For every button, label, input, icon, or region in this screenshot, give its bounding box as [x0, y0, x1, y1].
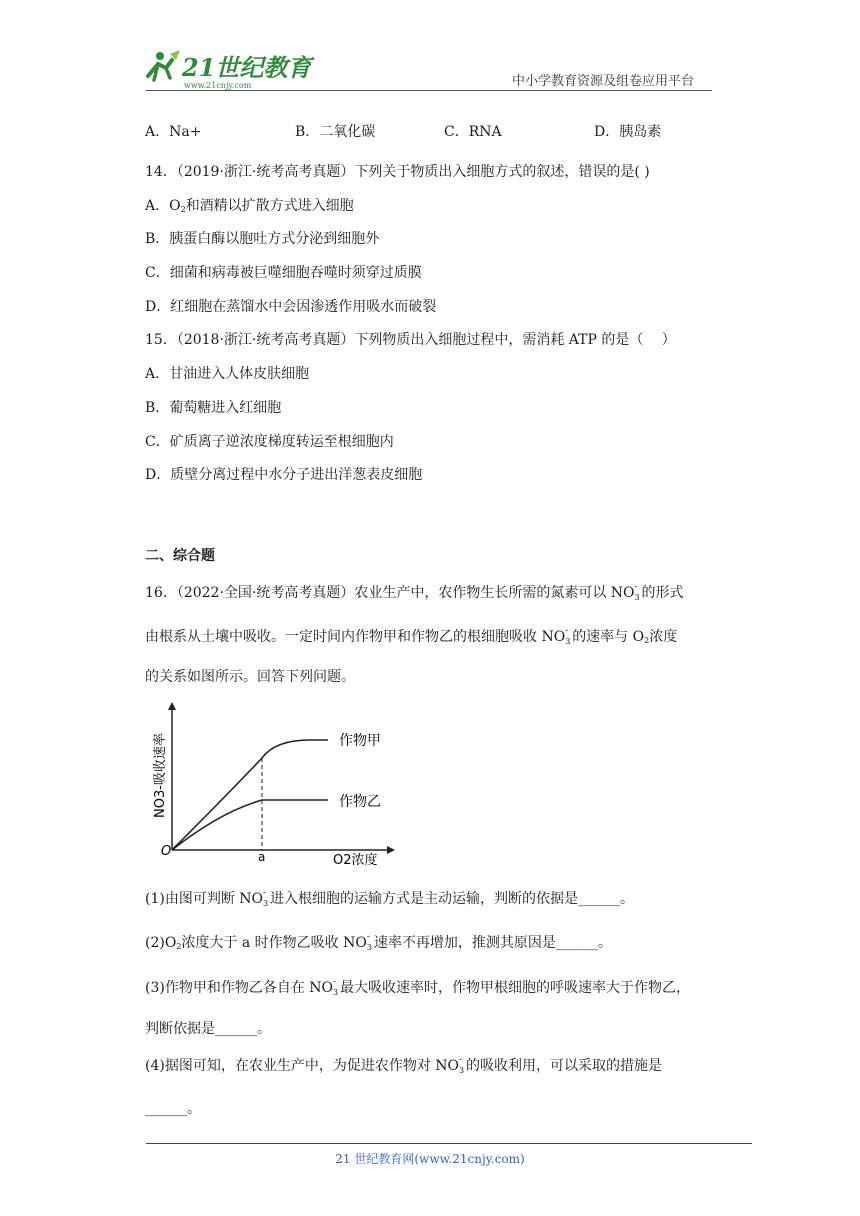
q16-sub-1: (1)由图可判断 NO - 3 进入根细胞的运输方式是主动运输，判断的依据是______。 [145, 888, 635, 908]
q16-sub-4-line-2: ______。 [145, 1101, 201, 1117]
y-axis-arrow [168, 702, 176, 710]
q16-sub-2: $(2)O_2$浓度大于 a 时作物乙吸收 NO - 3 速率不再增加，推测其原因是______。 [145, 932, 612, 952]
x-tick-a: a [258, 850, 266, 864]
q16-line-2: 由根系从土壤中吸收。一定时间内作物甲和作物乙的根细胞吸收 NO - 3 的速率与 $O_2$浓度 [145, 626, 678, 646]
series-crop-a-label: 作物甲 [339, 733, 381, 749]
q14-option-c: C．细菌和病毒被巨噬细胞吞噬时须穿过质膜 [145, 265, 422, 281]
origin-label: O [161, 844, 172, 859]
platform-name: 中小学教育资源及组卷应用平台 [512, 74, 695, 89]
uptake-rate-figure [150, 700, 400, 870]
q16-sub-3: (3)作物甲和作物乙各自在 NO - 3 最大吸收速率时，作物甲根细胞的呼吸速率大于作物乙， [145, 977, 691, 997]
q15-option-b: B．葡萄糖进入红细胞 [145, 400, 282, 416]
q16-sub-3-line-2: 判断依据是______。 [145, 1021, 271, 1037]
logo-url: www.21cnjy.com [184, 81, 252, 90]
q13-option-d: D．胰岛素 [594, 124, 662, 140]
header-divider [146, 90, 712, 91]
footer-divider [146, 1143, 752, 1144]
runner-logo-icon [148, 50, 180, 80]
q15-option-d: D．质壁分离过程中水分子进出洋葱表皮细胞 [145, 467, 423, 483]
q16-line-3: 的关系如图所示。回答下列问题。 [145, 669, 355, 685]
site-logo [140, 46, 320, 94]
x-axis-label: O2浓度 [333, 853, 378, 868]
section-heading: 二、综合题 [145, 548, 215, 564]
q14-stem: 14．（2019·浙江·统考高考真题）下列关于物质出入细胞方式的叙述，错误的是( ) [145, 164, 650, 180]
q13-option-c: C．RNA [444, 124, 502, 140]
q14-option-b: B．胰蛋白酶以胞吐方式分泌到细胞外 [145, 231, 380, 247]
series-crop-b-curve [172, 800, 328, 850]
q13-option-b: B．二氧化碳 [295, 124, 376, 140]
series-crop-b-label: 作物乙 [339, 794, 381, 810]
q15-option-a: A．甘油进入人体皮肤细胞 [145, 366, 310, 382]
q16-sub-4: (4)据图可知，在农业生产中，为促进农作物对 NO - 3 的吸收利用，可以采取的措施是 [145, 1055, 663, 1075]
q15-option-c: C．矿质离子逆浓度梯度转运至根细胞内 [145, 434, 394, 450]
q15-stem: 15．（2018·浙江·统考高考真题）下列物质出入细胞过程中，需消耗 ATP 的是（ ） [145, 332, 676, 348]
x-axis-arrow [387, 846, 395, 854]
y-axis-label: NO3-吸收速率 [153, 733, 168, 818]
footer-text: 21 世纪教育网(www.21cnjy.com) [335, 1152, 525, 1166]
q14-option-d: D．红细胞在蒸馏水中会因渗透作用吸水而破裂 [145, 299, 437, 315]
logo-text: 21世纪教育 [182, 53, 312, 82]
q14-option-a: A．$O_2$和酒精以扩散方式进入细胞 [145, 198, 354, 214]
q16-line-1: 16．（2022·全国·统考高考真题）农业生产中，农作物生长所需的氮素可以 NO - 3 的形式 [145, 582, 684, 602]
q13-option-a: A．Na+ [145, 124, 202, 140]
